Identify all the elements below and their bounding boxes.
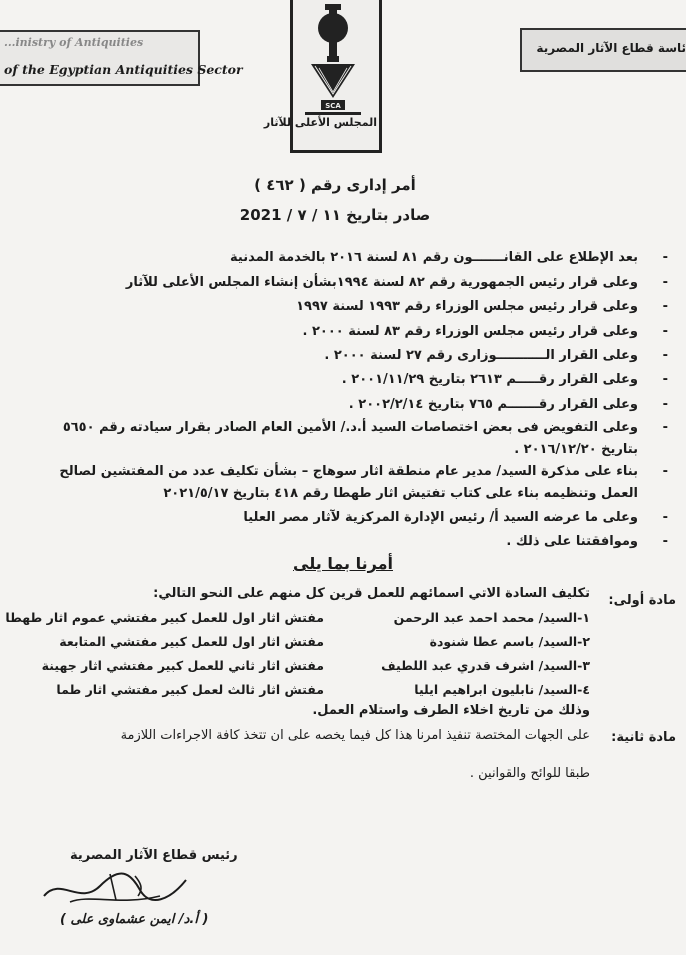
preamble-continuation: العمل وتنظيمه بناء على كتاب تفتيش اثار طهطا رقم ٤١٨ بتاريخ ٢٠٢١/٥/١٧ xyxy=(163,486,638,501)
preamble-line: - وعلى قرار رئيس مجلس الوزراء رقم ١٩٩٣ لسنة ١٩٩٧ xyxy=(296,299,668,314)
preamble-line: - بناء على مذكرة السيد/ مدير عام منطقة اثار سوهاج – بشأن تكليف عدد من المفتشين لصالح xyxy=(59,464,668,479)
preamble-line: - وعلى التفويض فى بعض اختصاصات السيد أ.د./ الأمين العام الصادر بقرار سيادته رقم ٥٦٥٠ xyxy=(62,420,668,435)
preamble-line: - بعد الإطلاع على القانـــــــون رقم ٨١ لسنة ٢٠١٦ بالخدمة المدنية xyxy=(230,250,668,265)
sca-logo xyxy=(263,0,382,153)
signatory-name: ( أ.د/ ايمن عشماوى على ) xyxy=(60,912,209,927)
signatory-title: رئيس قطاع الآثار المصرية xyxy=(70,848,238,863)
lotus-emblem-icon xyxy=(301,4,365,116)
article-1-intro: تكليف السادة الاتي اسمائهم للعمل قرين كل منهم على النحو التالي: xyxy=(153,586,590,601)
header-arabic-text: ئاسة قطاع الآثار المصرية xyxy=(536,41,686,55)
decree-heading: أمرنا بما يلى xyxy=(293,554,393,573)
signature-scribble-icon xyxy=(40,866,190,910)
order-number: أمر إدارى رقم ( ٤٦٢ ) xyxy=(254,176,416,194)
preamble-line: - وعلى القرار رقـــــــم ٧٦٥ بتاريخ ٢٠٠٢/٢/١٤ . xyxy=(348,397,668,412)
article-1-label: مادة أولى: xyxy=(608,593,676,608)
order-date: صادر بتاريخ ١١ / ٧ / 2021 xyxy=(239,206,431,224)
preamble-line: - وعلى القرار رقـــــم ٢٦١٣ بتاريخ ٢٠٠١/١١/٢٩ . xyxy=(341,372,668,387)
preamble-line: - وعلى قرار رئيس مجلس الوزراء رقم ٨٣ لسنة ٢٠٠٠ . xyxy=(302,324,668,339)
header-right-box xyxy=(520,28,686,72)
assignee-name: ١-السيد/ محمد احمد عبد الرحمن xyxy=(393,610,590,625)
preamble-line: - وموافقتنا على ذلك . xyxy=(506,534,668,549)
assignee-role: مفتش اثار ثاني للعمل كبير مفتشي اثار جهينة xyxy=(41,658,324,673)
logo-caption: المجلس الأعلى للآثار xyxy=(263,116,377,129)
logo-letters: SCA xyxy=(325,102,341,110)
article-1-closing: وذلك من تاريخ اخلاء الطرف واستلام العمل. xyxy=(312,703,590,718)
preamble-line: - وعلى ما عرضه السيد أ/ رئيس الإدارة المركزية لآثار مصر العليا xyxy=(243,510,668,525)
assignee-name: ٣-السيد/ اشرف قدري عبد اللطيف xyxy=(381,658,590,673)
assignee-role: مفتش اثار ثالث لعمل كبير مفتشي اثار طما xyxy=(56,682,324,697)
header-left-smudge: ...inistry of Antiquities xyxy=(4,36,144,49)
assignee-role: مفتش اثار اول للعمل كبير مفتشي المتابعة xyxy=(59,634,324,649)
article-2-text: على الجهات المختصة تنفيذ امرنا هذا كل فيما يخصه على ان تتخذ كافة الاجراءات اللازمة xyxy=(120,728,590,743)
handwritten-signature xyxy=(40,866,190,910)
assignee-role: مفتش اثار اول للعمل كبير مفتشي عموم اثار طهطا xyxy=(5,610,324,625)
preamble-line: - وعلى القرار الـــــــــــوزارى رقم ٢٧ لسنة ٢٠٠٠ . xyxy=(324,348,668,363)
article-2-text-continued: طبقا للوائح والقوانين . xyxy=(469,766,590,781)
header-english-text: of the Egyptian Antiquities Sector xyxy=(4,62,243,77)
assignee-name: ٢-السيد/ باسم عطا شنودة xyxy=(429,634,590,649)
preamble-line: - وعلى قرار رئيس الجمهورية رقم ٨٢ لسنة ١٩٩٤بشأن إنشاء المجلس الأعلى للآثار xyxy=(125,275,668,290)
header-left-box xyxy=(0,30,243,86)
assignee-name: ٤-السيد/ نابليون ابراهيم ايليا xyxy=(414,682,590,697)
article-2-label: مادة ثانية: xyxy=(611,730,676,745)
preamble-continuation: بتاريخ ٢٠١٦/١٢/٢٠ . xyxy=(514,442,638,457)
